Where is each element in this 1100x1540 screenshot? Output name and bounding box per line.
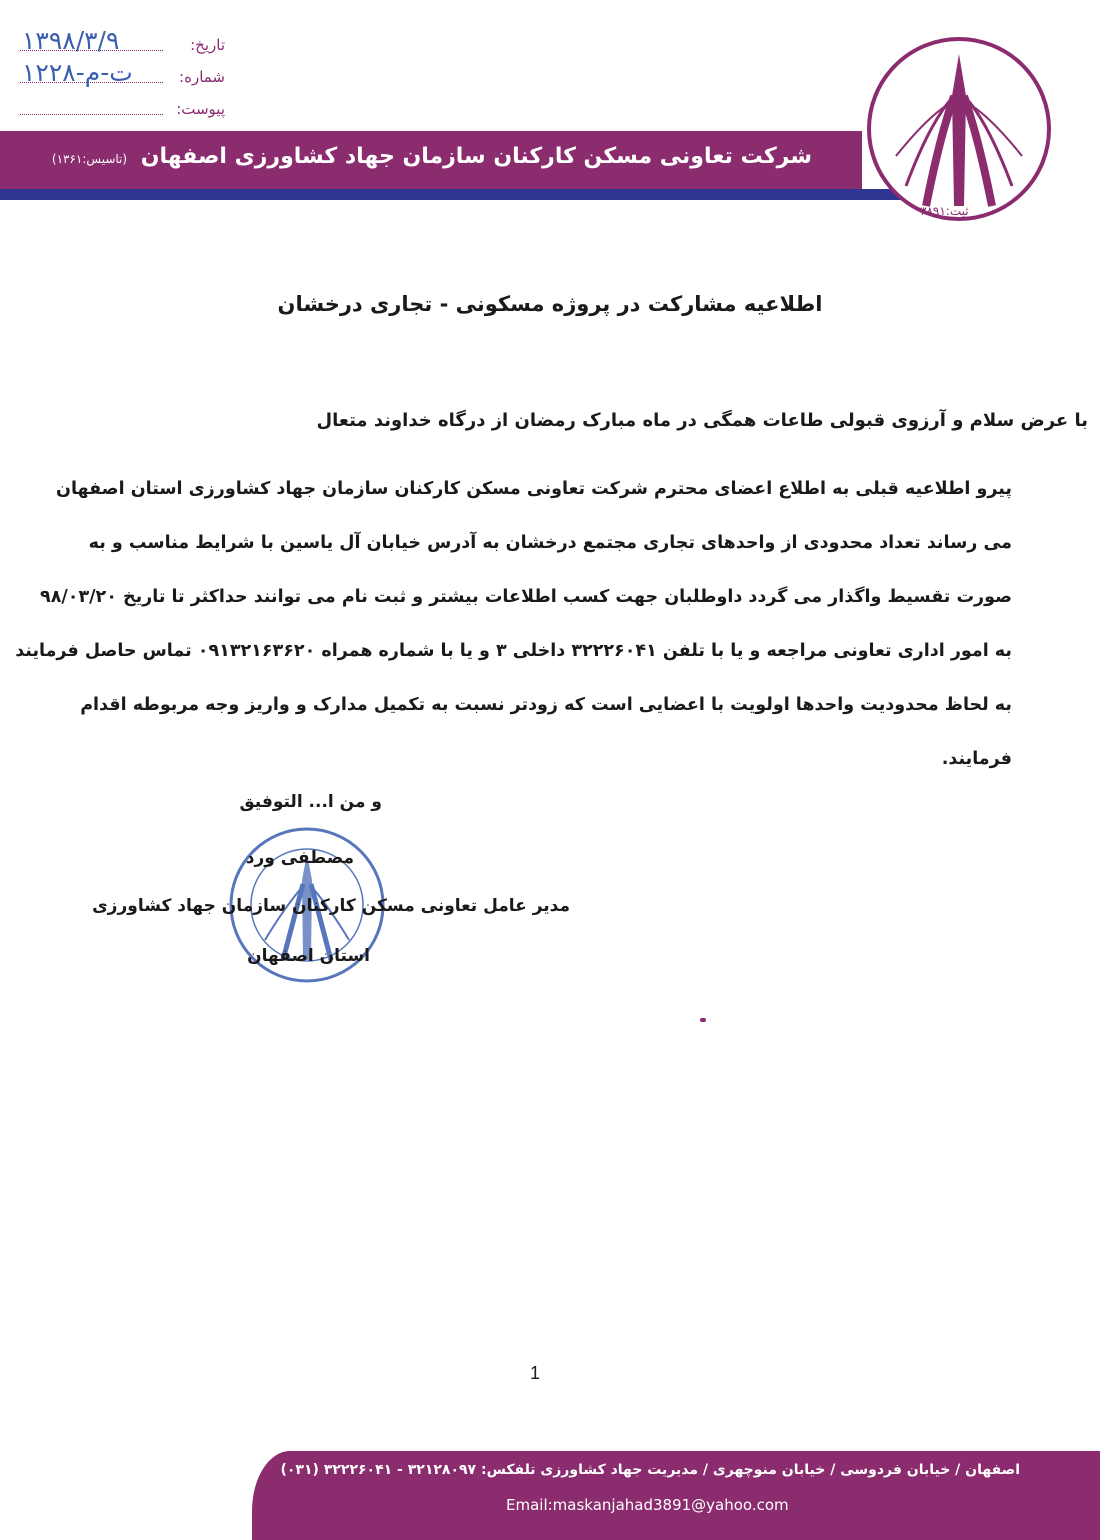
body-line: صورت تقسیط واگذار می گردد داوطلبان جهت کسب اطلاعات بیشتر و ثبت نام می توانند حداکثر تا تاریخ ۹۸/۰۳/۲۰ bbox=[40, 587, 1012, 607]
signer-role: مدیر عامل تعاونی مسکن کارکنان سازمان جهاد کشاورزی bbox=[92, 896, 570, 916]
logo-registration: ثبت:۳۸۹۱ bbox=[920, 204, 969, 218]
number-field bbox=[20, 58, 225, 92]
founded-note: (تاسیس:۱۳۶۱) bbox=[51, 152, 128, 166]
body-line: پیرو اطلاعیه قبلی به اطلاع اعضای محترم شرکت تعاونی مسکن کارکنان سازمان جهاد کشاورزی استان اصفهان bbox=[56, 479, 1012, 499]
attachment-field bbox=[20, 98, 225, 124]
footer-email: Email:maskanjahad3891@yahoo.com bbox=[506, 1496, 789, 1514]
signer-name: مصطفی ورد bbox=[245, 848, 354, 868]
signer-province: استان اصفهان bbox=[247, 946, 370, 966]
footer-address: اصفهان / خیابان فردوسی / خیابان منوچهری / مدیریت جهاد کشاورزی تلفکس: ۳۲۱۲۸۰۹۷ - ۳۲۲۲۶۰۴۱ (۰۳۱) bbox=[280, 1462, 1020, 1478]
company-title bbox=[52, 144, 812, 169]
attachment-label: پیوست: bbox=[176, 100, 225, 118]
attachment-dots bbox=[20, 114, 163, 115]
body-line: می رساند تعداد محدودی از واحدهای تجاری مجتمع درخشان به آدرس خیابان آل یاسین با شرایط مناسب و به bbox=[88, 533, 1012, 553]
ink-mark bbox=[700, 1018, 706, 1022]
closing: و من ا... التوفیق bbox=[239, 792, 382, 812]
date-value: ۱۳۹۸/۳/۹ bbox=[22, 26, 120, 55]
date-field bbox=[20, 26, 225, 60]
greeting: با عرض سلام و آرزوی قبولی طاعات همگی در ماه مبارک رمضان از درگاه خداوند متعال bbox=[316, 410, 1088, 431]
date-label: تاریخ: bbox=[190, 36, 225, 54]
number-label: شماره: bbox=[179, 68, 225, 86]
body-line: به لحاظ محدودیت واحدها اولویت با اعضایی است که زودتر نسبت به تکمیل مدارک و واریز وجه مربوطه اقدام bbox=[80, 695, 1012, 715]
body-paragraph bbox=[15, 462, 1012, 786]
body-line: فرمایند. bbox=[941, 749, 1012, 769]
body-line: به امور اداری تعاونی مراجعه و یا با تلفن ۳۲۲۲۶۰۴۱ داخلی ۳ و یا با شماره همراه ۰۹۱۳۲۱۶۳۶۲۰ تماس حاصل فرمایند bbox=[15, 641, 1012, 661]
page-number: 1 bbox=[530, 1363, 541, 1383]
company-name: شرکت تعاونی مسکن کارکنان سازمان جهاد کشاورزی اصفهان bbox=[140, 144, 812, 169]
number-value: ۱۲۲۸-ت-م bbox=[22, 58, 133, 87]
document-title: اطلاعیه مشارکت در پروژه مسکونی - تجاری درخشان bbox=[277, 292, 823, 316]
header-band-accent bbox=[0, 189, 905, 200]
company-logo bbox=[866, 36, 1052, 222]
